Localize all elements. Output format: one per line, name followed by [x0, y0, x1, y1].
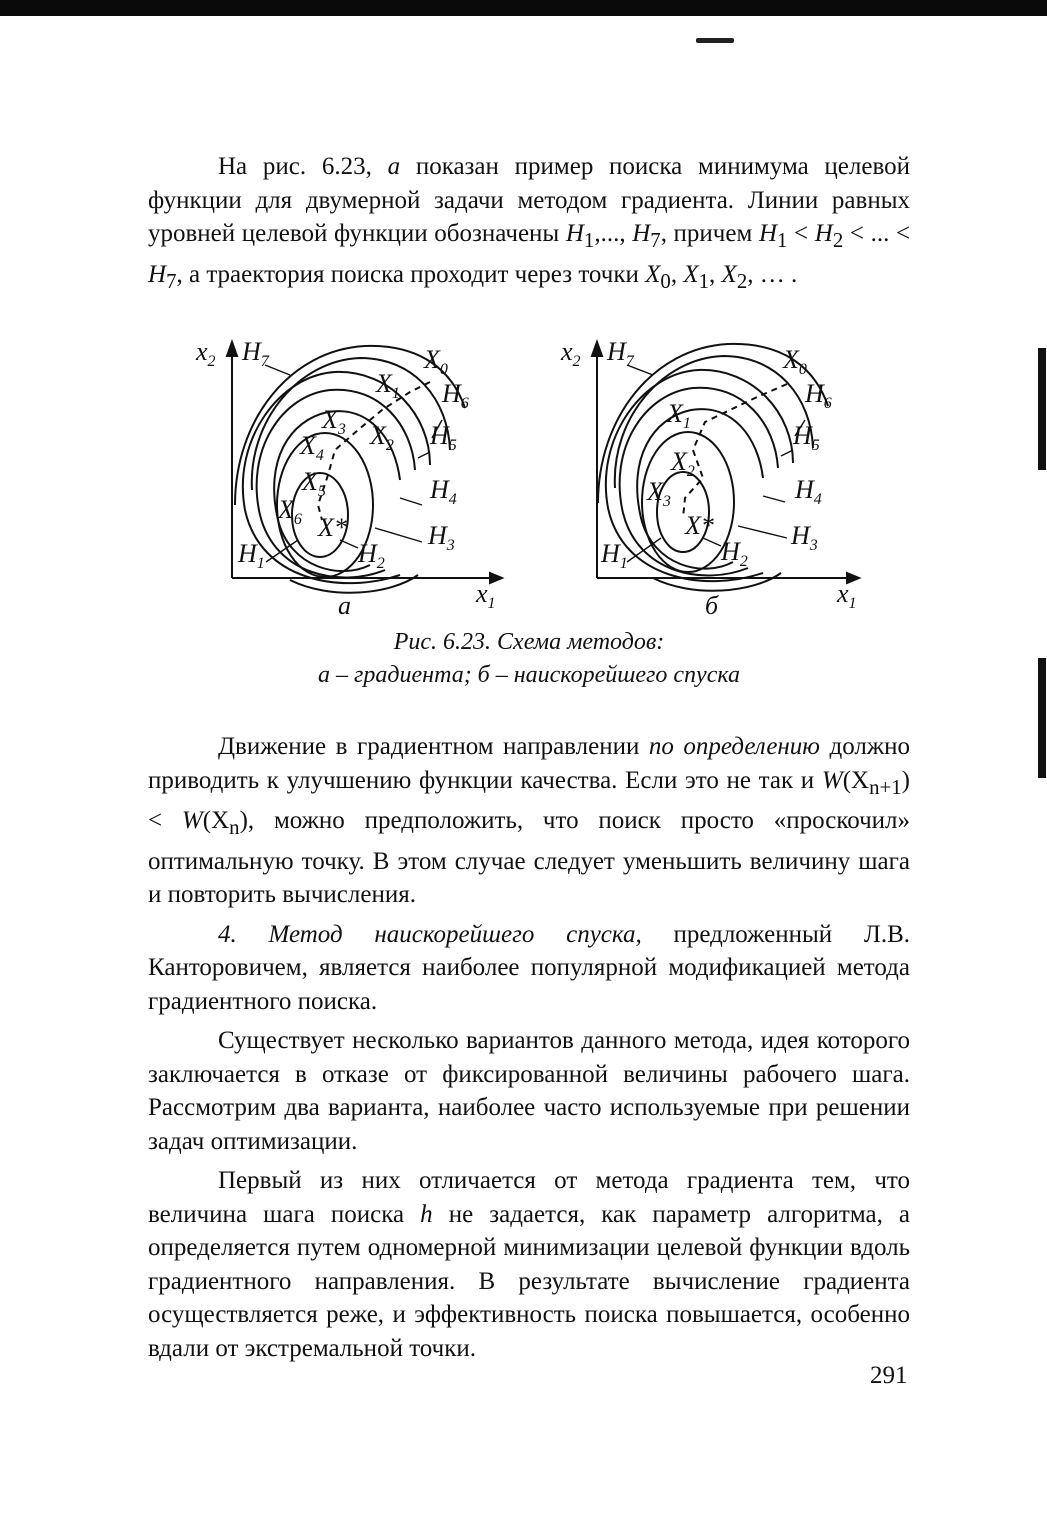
p5-rest: не задается, как параметр алгоритма, а определяется путем одномерной минимизации целевой функции вдоль градиентного направления. В результате вычисление градиента осуществляется реже, и эффективность поиска повышается, особенно вдали от экстремальной точки.: [148, 1200, 910, 1362]
formula-w1-close: ): [901, 766, 910, 794]
formula-w2: W: [181, 807, 203, 834]
point-x0: X: [645, 260, 661, 288]
caption-line-2: а – градиента; б – наискорейшего спуска: [318, 662, 740, 688]
label-x-star: X*: [318, 513, 347, 542]
symbol-h7: H: [632, 220, 651, 247]
formula-w2-sub: n: [229, 815, 240, 839]
label-h2: $H_2$: [721, 537, 748, 570]
label-h1: $H_1$: [238, 539, 265, 572]
p4-text: Существует несколько вариантов данного метода, идея которого заключается в отказе от фиксированной величины рабочего шага. Рассмотрим два варианта, наиболее часто используемые при решении задач оптимизации.: [148, 1027, 910, 1155]
point-x2-sub: 2: [736, 268, 748, 293]
scan-artifact-mark: [696, 38, 734, 43]
panel-b-label: б: [705, 591, 719, 620]
axis-y-arrow: [592, 342, 602, 356]
label-x-star: X*: [685, 511, 714, 540]
label-x0: $X_0$: [424, 345, 448, 378]
label-x1: $X_1$: [667, 399, 691, 432]
symbol-dots: ,...,: [594, 220, 626, 247]
leader-h4: [400, 498, 422, 505]
paragraph-gradient-direction: [148, 730, 910, 1365]
intro-text-prichem: , причем: [660, 220, 753, 247]
p2-italic: по определению: [648, 733, 820, 760]
leader-h3: [738, 526, 787, 538]
label-x3: $X_3$: [647, 477, 671, 510]
label-x3: $X_3$: [322, 405, 346, 438]
figure-panel-b: [555, 330, 885, 620]
label-h2: $H_2$: [358, 539, 385, 572]
axis-y-arrow: [227, 342, 237, 356]
paragraph-intro: На рис. 6.23, а показан пример поиска минимума целевой функции для двумерной задачи методом градиента. Линии равных уровней целевой функции обозначены $H_1$,..., $H_7$, причем $H_1 < H_2$ < ... < $H_7$, а траектория поиска проходит через точки $X_0$, $X_1$, $X_2$, … .: [148, 153, 911, 293]
axis-x-label: $x_1$: [476, 579, 496, 612]
label-h5: $H_5$: [430, 421, 457, 454]
label-x1: $X_1$: [376, 369, 400, 402]
paragraph-steepest-descent: [148, 918, 910, 1019]
ineq-lt: <: [787, 220, 815, 247]
paragraph-first-variant: [148, 1164, 910, 1365]
panel-a-label: а: [338, 591, 351, 620]
intro-text-start: На рис. 6.23,: [218, 153, 372, 180]
p3-rest: предложенный Л.В. Канторовичем, является наиболее популярной модификацией метода градиентного поиска.: [148, 920, 911, 1015]
paragraph-variants: [148, 1024, 910, 1158]
leader-h4: [763, 496, 785, 502]
formula-w2-arg: (X: [202, 807, 230, 834]
leader-h5: [781, 450, 793, 456]
ineq-h2-sub: 2: [832, 228, 844, 252]
formula-w1-arg: (X: [842, 766, 870, 794]
p5-h: h: [420, 1200, 433, 1228]
ineq-h7: H: [148, 260, 167, 288]
axis-y-label: $x_2$: [196, 337, 216, 370]
label-h3: $H_3$: [428, 521, 455, 554]
ineq-mid: < ... <: [843, 220, 911, 247]
label-h4: $H_4$: [430, 475, 457, 508]
figure-caption: [148, 626, 910, 692]
level-curve-h5: [243, 372, 430, 583]
intro-text-end: , … .: [747, 260, 798, 288]
point-x1: X: [683, 260, 699, 288]
label-x4: $X_4$: [300, 431, 324, 464]
leader-h5: [418, 452, 430, 458]
symbol-h7-sub: 7: [650, 228, 661, 252]
label-h5: $H_5$: [793, 421, 820, 454]
leader-h1: [627, 538, 661, 562]
page-number: 291: [870, 1362, 908, 1389]
label-x2: $X_2$: [370, 421, 394, 454]
axis-x-arrow: [490, 573, 502, 583]
p3-italic: 4. Метод наискорейшего спуска,: [218, 920, 642, 948]
label-x2: $X_2$: [671, 447, 695, 480]
leader-h3: [375, 528, 422, 542]
p2-start: Движение в градиентном направлении: [218, 733, 640, 760]
intro-text-trajectory: , а траектория поиска проходит через точки: [176, 260, 639, 288]
caption-line-1: Рис. 6.23. Схема методов:: [393, 629, 665, 655]
label-h3: $H_3$: [791, 521, 818, 554]
formula-w2-close: ): [239, 807, 248, 834]
level-curve-h5: [606, 370, 793, 581]
formula-w1-sub: n+1: [869, 774, 902, 799]
axis-y-label: $x_2$: [561, 337, 581, 370]
point-x1-sub: 1: [698, 268, 710, 293]
p2-mid: должно приводить к улучшению функции качества. Если это не так и: [148, 733, 910, 794]
scan-top-border: [0, 0, 1047, 16]
label-h1: $H_1$: [601, 539, 628, 572]
ineq-h7-sub: 7: [166, 268, 177, 293]
label-h4: $H_4$: [795, 475, 822, 508]
point-x2: X: [721, 260, 737, 288]
formula-lt: <: [148, 807, 182, 834]
formula-w1: W: [821, 766, 843, 794]
label-h7: $H_7$: [607, 337, 634, 370]
ineq-h1-sub: 1: [777, 228, 788, 252]
symbol-h1-sub: 1: [583, 228, 595, 252]
label-h6: $H_6$: [442, 379, 469, 412]
p2-end: , можно предположить, что поиск просто «проскочил» оптимальную точку. В этом случае следует уменьшить величину шага и повторить вычисления.: [148, 807, 910, 908]
figure-panel-a: [190, 330, 520, 620]
intro-letter-a: а: [387, 153, 401, 180]
axis-x-arrow: [847, 573, 859, 583]
ineq-h2: H: [814, 220, 833, 247]
scan-edge-mark-lower: [1038, 658, 1046, 778]
scan-edge-mark-upper: [1038, 348, 1046, 470]
label-h7: $H_7$: [242, 337, 269, 370]
point-x0-sub: 0: [660, 268, 671, 293]
label-x6: $X_6$: [278, 495, 302, 528]
ineq-h1: H: [758, 220, 777, 247]
label-x5: $X_5$: [302, 467, 326, 500]
search-trajectory: [318, 382, 430, 520]
axis-x-label: $x_1$: [837, 579, 857, 612]
intro-text-body: показан пример поиска минимума целевой функции для двумерной задачи методом градиента. Линии равных уровней целевой функции обозначены: [148, 153, 910, 247]
p5-start: Первый из них отличается от метода градиента тем, что величина шага поиска: [148, 1167, 910, 1228]
label-x0: $X_0$: [783, 345, 807, 378]
level-curve-h6: [615, 356, 813, 591]
symbol-h1: H: [565, 220, 584, 247]
label-h6: $H_6$: [805, 379, 832, 412]
